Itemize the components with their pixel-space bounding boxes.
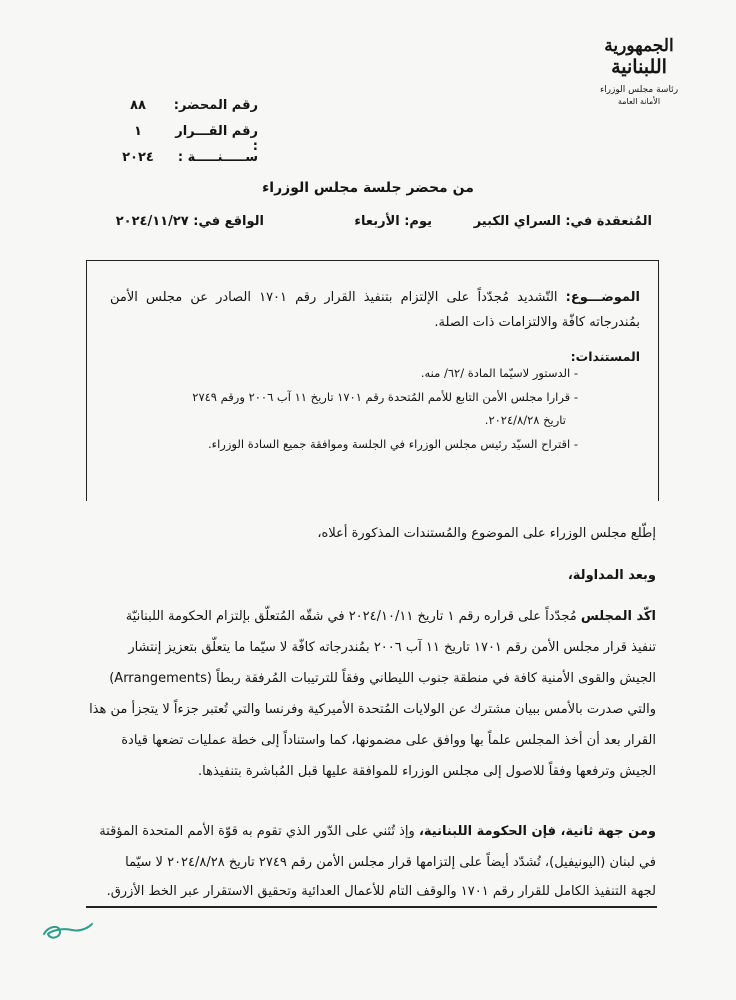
paragraph-1-line: القرار بعد أن أخذ المجلس علماً بها ووافق على مضمونها، كما واستناداً إلى خطة عمليات تضعها قيادة [121, 733, 656, 748]
paragraph-2-text: وإذ تُثني على الدّور الذي تقوم به قوّة الأمم المتحدة المؤقتة [99, 824, 415, 839]
minutes-number-label: رقم المحضر: [173, 98, 258, 113]
paragraph-1-text: مُجدّداً على قراره رقم ١ تاريخ ٢٠٢٤/١٠/١١ في شقّه المُتعلّق بإلتزام الحكومة اللبنانيّة [125, 609, 577, 624]
bottom-rule [86, 906, 657, 908]
session-title: من محضر جلسة مجلس الوزراء [262, 180, 474, 196]
minutes-number-value: ٨٨ [130, 98, 146, 113]
seal-line-1: الجمهورية [604, 36, 674, 56]
document-item: - قرارا مجلس الأمن التابع للأمم المُتحدة رقم ١٧٠١ تاريخ ١١ آب ٢٠٠٦ ورقم ٢٧٤٩ [192, 390, 578, 404]
subject-label: الموضـــوع: [565, 290, 640, 305]
session-details-row [82, 214, 652, 234]
review-line: إطّلع مجلس الوزراء على الموضوع والمُستندات المذكورة أعلاه، [317, 526, 656, 541]
signature-mark [38, 908, 98, 948]
decision-number-value: ١ [134, 124, 142, 139]
paragraph-1-lead: اكّد المجلس [580, 609, 656, 624]
paragraph-1-line: الجيش وترفعها وفقاً للاصول إلى مجلس الوزراء للموافقة عليها قبل المُباشرة بتنفيذها. [198, 764, 656, 779]
held-at: المُنعقدة في: السراي الكبير [473, 214, 652, 229]
seal-subtitle-2: الأمانة العامة [617, 97, 661, 106]
subject-text: التّشديد مُجدّداً على الإلتزام بتنفيذ القرار رقم ١٧٠١ الصادر عن مجلس الأمن بمُندرجاته كافّة والالتزامات ذات الصلة. [110, 290, 640, 330]
documents-label: المستندات: [570, 349, 640, 364]
paragraph-2-line: في لبنان (اليونيفيل)، تُشدّد أيضاً على إلتزامها قرار مجلس الأمن رقم ٢٧٤٩ تاريخ ٢٠٢٤/٨/٢٨ لا سيّما [125, 855, 656, 870]
letterhead-seal [594, 36, 684, 107]
session-date: الواقع في: ٢٠٢٤/١١/٢٧ [115, 214, 264, 229]
document-item: تاريخ ٢٠٢٤/٨/٢٨. [484, 413, 566, 427]
subject-box [86, 260, 659, 501]
paragraph-1-line: تنفيذ قرار مجلس الأمن رقم ١٧٠١ تاريخ ١١ آب ٢٠٠٦ بمُندرجاته كافّة لا سيّما ما يتعلّق بتعزيز إنتشار [128, 640, 656, 655]
minutes-number-row [88, 98, 258, 113]
decision-number-label: رقم القـــرار : [175, 124, 258, 154]
deliberation-line: وبعد المداولة، [567, 568, 656, 583]
document-item: - اقتراح السيّد رئيس مجلس الوزراء في الجلسة وموافقة جميع السادة الوزراء. [208, 437, 578, 451]
seal-line-2: اللبنانية [611, 56, 667, 78]
subject-paragraph [110, 285, 640, 335]
paragraph-2-lead: ومن جهة ثانية، فإن الحكومة اللبنانية، [418, 824, 656, 839]
paragraph-2-line: لجهة التنفيذ الكامل للقرار رقم ١٧٠١ والوقف التام للأعمال العدائية وتحقيق الاستقرار عبر الخط الأزرق. [106, 884, 656, 899]
paragraph-1-line: والتي صدرت بالأمس ببيان مشترك عن الولايات المُتحدة الأميركية وفرنسا والتي تُعتبر جزءاً لا يتجزأ من هذا [89, 702, 656, 717]
year-row [88, 150, 258, 165]
paragraph-1-line: الجيش والقوى الأمنية كافة في منطقة جنوب الليطاني وفقاً للترتيبات المُرفقة ربطاً (Arrangements) [109, 671, 656, 686]
year-value: ٢٠٢٤ [122, 150, 154, 165]
paragraph-1-line [80, 609, 656, 624]
paragraph-2-line [80, 824, 656, 839]
session-day: يوم: الأربعاء [354, 214, 432, 229]
year-label: ســـــنـــــة : [177, 150, 258, 165]
seal-subtitle-1: رئاسة مجلس الوزراء [599, 85, 679, 95]
document-item: - الدستور لاسيّما المادة /٦٢/ منه. [420, 366, 578, 380]
